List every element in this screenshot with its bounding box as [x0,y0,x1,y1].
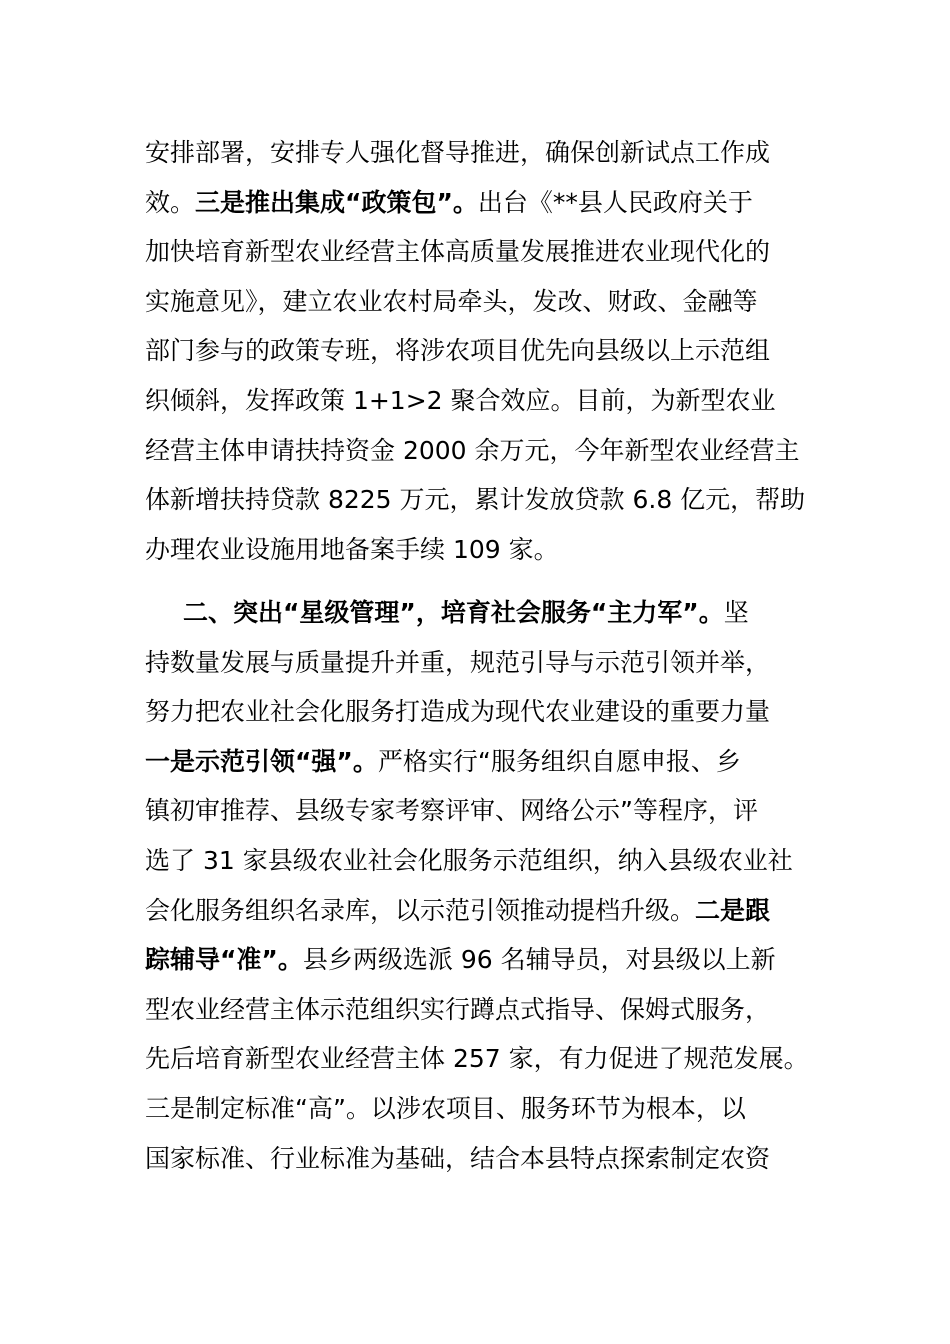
text-line: 经营主体申请扶持资金 2000 余万元，今年新型农业经营主 [145,435,800,465]
text-line: 办理农业设施用地备案手续 109 家。 [145,534,559,564]
text-line: 织倾斜，发挥政策 1+1>2 聚合效应。目前，为新型农业 [145,385,776,415]
text-line: 镇初审推荐、县级专家考察评审、网络公示”等程序，评 [145,796,758,826]
text-line: 国家标准、行业标准为基础，结合本县特点探索制定农资 [145,1143,771,1173]
text-line: 效。三是推出集成“政策包”。出台《**县人民政府关于 [145,187,753,217]
paragraph-policy-package [145,128,810,574]
text-line: 体新增扶持贷款 8225 万元，累计发放贷款 6.8 亿元，帮助 [145,485,806,515]
text-line: 型农业经营主体示范组织实行蹲点式指导、保姆式服务， [145,994,771,1024]
section-heading: 二、突出“星级管理”，培育社会服务“主力军”。 [183,598,724,627]
text-line: 加快培育新型农业经营主体高质量发展推进农业现代化的 [145,237,771,267]
paragraph-star-management [145,588,810,1183]
bold-heading: 踪辅导“准”。 [145,945,303,975]
text-line: 先后培育新型农业经营主体 257 家，有力促进了规范发展。 [145,1044,809,1074]
text-line: 安排部署，安排专人强化督导推进，确保创新试点工作成 [145,138,771,167]
text-line: 一是示范引领“强”。严格实行“服务组织自愿申报、乡 [145,746,741,776]
text-line: 实施意见》，建立农业农村局牵头，发改、财政、金融等 [145,286,758,316]
bold-heading: 二是跟 [695,895,771,925]
text-line: 持数量发展与质量提升并重，规范引导与示范引领并举， [145,647,771,677]
text-line: 踪辅导“准”。县乡两级选派 96 名辅导员，对县级以上新 [145,945,776,975]
text-line: 部门参与的政策专班，将涉农项目优先向县级以上示范组 [145,336,771,366]
text-line: 会化服务组织名录库，以示范引领推动提档升级。二是跟 [145,895,771,925]
text-line: 三是制定标准“高”。以涉农项目、服务环节为根本，以 [145,1093,746,1123]
text-line: 选了 31 家县级农业社会化服务示范组织，纳入县级农业社 [145,845,793,875]
text-line: 努力把农业社会化服务打造成为现代农业建设的重要力量 [145,697,771,727]
bold-heading: 一是示范引领“强”。 [145,746,378,776]
bold-heading: 三是推出集成“政策包”。 [195,187,478,217]
text-line: 二、突出“星级管理”，培育社会服务“主力军”。坚 [183,598,749,627]
